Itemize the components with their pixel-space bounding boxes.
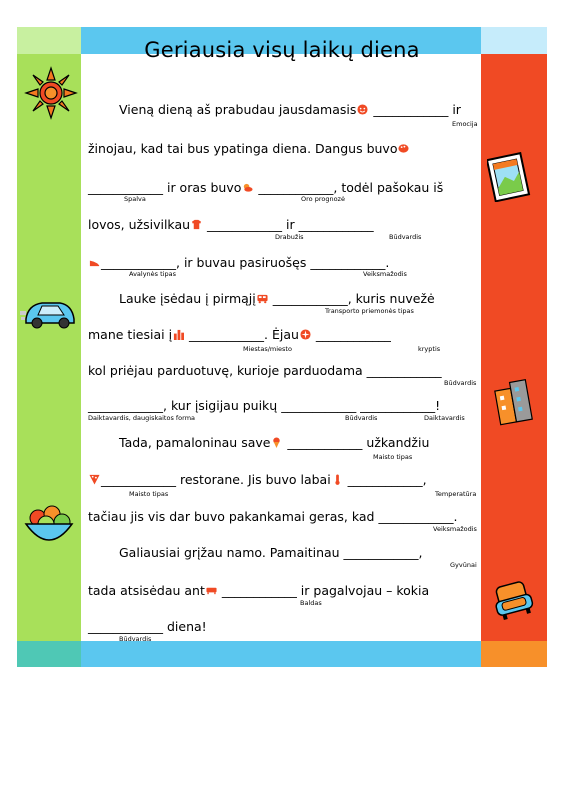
- label-budvardis-4: Būdvardis: [119, 635, 152, 643]
- story-line-9: ____________, kur įsigijau puikų ____________ ____________!: [88, 398, 441, 413]
- story-line-12: tačiau jis vis dar buvo pakankamai geras, kad ____________.: [88, 509, 458, 524]
- story-line-6: Lauke įsėdau į pirmąjį ____________, kuris nuvežė: [119, 291, 435, 306]
- story-line-10: Tada, pamaloninau save ____________ užkandžiu: [119, 435, 430, 450]
- label-maisto-tipas-2: Maisto tipas: [129, 490, 169, 498]
- label-emocija: Emocija: [452, 120, 478, 128]
- label-temperatura: Temperatūra: [435, 490, 477, 498]
- palette-icon: [398, 143, 409, 154]
- page-title: Geriausia visų laikų diena: [144, 38, 420, 62]
- thermometer-icon: [332, 474, 343, 485]
- teal-bottom-strip: [17, 641, 81, 667]
- story-line-15: ____________ diena!: [88, 619, 207, 634]
- bus-icon: [257, 293, 268, 304]
- story-line-1: Vieną dieną aš prabudau jausdamasis ____________ ir: [119, 102, 461, 117]
- label-miestas: Miestas/miesto: [243, 345, 292, 353]
- orange-bottom-strip: [481, 641, 547, 667]
- label-oro-prognoze: Oro prognozė: [301, 195, 345, 203]
- story-line-11: ____________ restorane. Jis buvo labai ____________,: [88, 472, 427, 487]
- label-budvardis-1: Būdvardis: [389, 233, 422, 241]
- story-line-5: ____________, ir buvau pasiruošęs ____________.: [88, 255, 389, 270]
- label-maisto-tipas-1: Maisto tipas: [373, 453, 413, 461]
- story-line-14: tada atsisėdau ant ____________ ir pagalvojau – kokia: [88, 583, 430, 598]
- green-side-strip: [17, 54, 81, 641]
- sun-icon: [24, 66, 78, 120]
- pizza-icon: [89, 474, 100, 485]
- shirt-icon: [191, 219, 202, 230]
- red-side-strip: [481, 54, 547, 641]
- blue-bottom-strip: [81, 641, 481, 667]
- story-line-8: kol priėjau parduotuvę, kurioje parduodama ____________: [88, 363, 442, 378]
- buildings-icon: [493, 378, 535, 426]
- sofa-icon: [206, 585, 217, 596]
- label-daiktavardis: Daiktavardis: [424, 414, 465, 422]
- story-line-4: lovos, užsivilkau ____________ ir ____________: [88, 217, 374, 232]
- label-budvardis-3: Būdvardis: [345, 414, 378, 422]
- label-kryptis: kryptis: [418, 345, 441, 353]
- label-transporto-tipas: Transporto priemonės tipas: [325, 307, 414, 315]
- label-avalynes-tipas: Avalynės tipas: [129, 270, 176, 278]
- label-drabuzis: Drabužis: [275, 233, 304, 241]
- ice-cream-icon: [271, 437, 282, 448]
- story-line-2: žinojau, kad tai bus ypatinga diena. Dangus buvo: [88, 141, 410, 156]
- story-line-13: Galiausiai grįžau namo. Pamaitinau ____________,: [119, 545, 423, 560]
- compass-icon: [300, 329, 311, 340]
- label-veiksmazodis-2: Veiksmažodis: [433, 525, 477, 533]
- story-line-3: ____________ ir oras buvo ____________, todėl pašokau iš: [88, 180, 444, 195]
- shoe-icon: [89, 257, 100, 268]
- label-gyvunai: Gyvūnai: [450, 561, 477, 569]
- framed-picture-icon: [487, 152, 531, 202]
- label-daiktavardis-dgs: Daiktavardis, daugiskaitos forma: [88, 414, 196, 422]
- city-icon: [173, 329, 184, 340]
- armchair-icon: [491, 578, 535, 622]
- weather-icon: [242, 182, 253, 193]
- smiley-icon: [357, 104, 368, 115]
- label-budvardis-2: Būdvardis: [444, 379, 477, 387]
- label-baldas: Baldas: [300, 599, 322, 607]
- fruit-bowl-icon: [22, 500, 76, 548]
- label-veiksmazodis-1: Veiksmažodis: [363, 270, 407, 278]
- story-line-7: mane tiesiai į ____________. Ėjau ____________: [88, 327, 391, 342]
- car-icon: [20, 295, 78, 331]
- label-spalva: Spalva: [124, 195, 146, 203]
